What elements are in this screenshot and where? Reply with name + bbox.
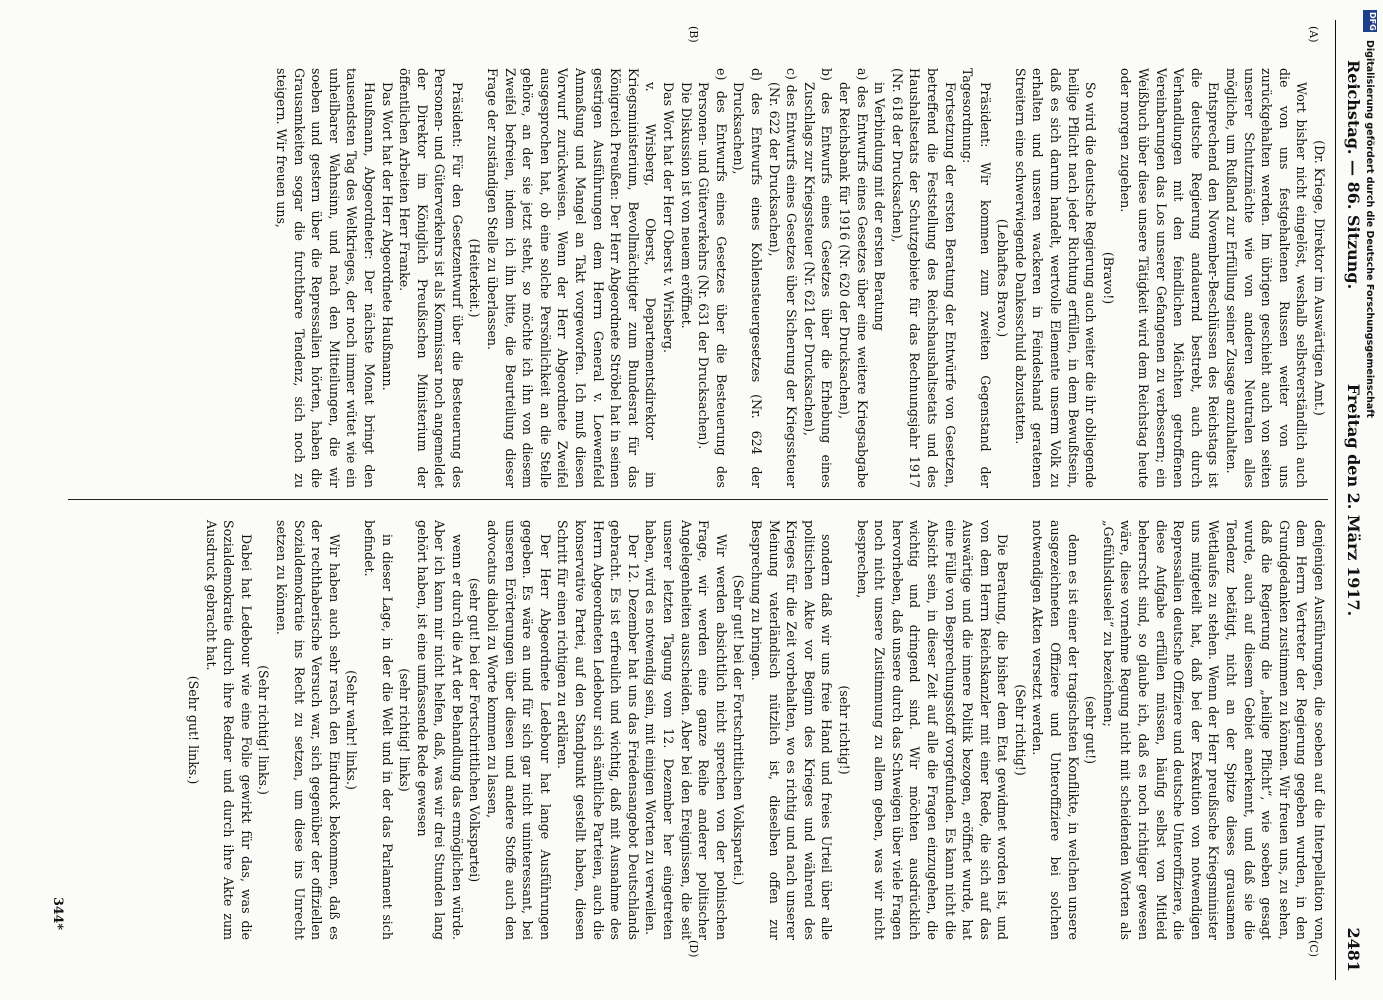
paragraph: Präsident: Für den Gesetzentwurf über die Besteuerung des Personen- und Güterverkehrs ist als Kommissar noch angemeldet der Direktor im Königlich Preußischen Ministerium der öffentlichen Arbeiten Herr Franke. [397, 68, 465, 488]
paragraph: (Sehr richtig! links.) [256, 665, 272, 795]
paragraph: Haußmann, Abgeordneter: Der nächste Monat bringt den tausendsten Tag des Weltkrieges, der noch immer wütet wie ein unheilbarer Wahnsinn, und nach den Mitteilungen, die wir soeben und gestern über die Repressalien hörten, haben die Grausamkeiten sogar die furchtbare Tendenz, sich noch zu steigern. Wir freuen uns, [273, 68, 377, 488]
column-divider [68, 499, 1328, 500]
paragraph: (Lebhaftes Bravo.) [995, 218, 1011, 338]
paragraph: Präsident: Wir kommen zum zweiten Gegenstand der Tagesordnung: [960, 68, 993, 488]
paragraph: in dieser Lage, in der die Welt und in der das Parlament sich befindet. [361, 520, 395, 940]
page-header [1335, 20, 1362, 980]
paragraph: So wird die deutsche Regierung auch weiter die ihr obliegende heilige Pflicht nach jeder Richtung erfüllen, in dem Bewußtsein, daß es sich darum handelt, wertvolle Elemente unserm Volk zu erhalten und unseren wackeren in Feindeshand geratenen Streitern eine schwerwiegende Dankesschuld abzustatten. [1012, 68, 1099, 488]
margin-letter-d: (D) [687, 940, 700, 958]
paragraph: Der Herr Abgeordnete Ledebour hat lange Ausführungen gegeben. Es wäre an und für sich gar nicht uninteressant, bei unseren Erörterungen über diesen und andere Stoffe auch den advocatus diaboli zu Worte kommen zu lassen, [485, 520, 553, 940]
paragraph: (Bravo!) [1100, 251, 1116, 305]
paragraph: (sehr richtig!) [836, 685, 852, 775]
paragraph: (Sehr gut! bei der Fortschrittlichen Volkspartei.) [731, 574, 747, 886]
paragraph: d) des Entwurfs eines Kohlensteuergesetzes (Nr. 624 der Drucksachen), [731, 68, 764, 488]
paragraph: a) des Entwurfs eines Gesetzes über eine weitere Kriegsabgabe der Reichsbank für 1916 (Nr. 620 der Drucksachen), [836, 68, 870, 488]
paragraph: (sehr gut! bei der Fortschrittlichen Volkspartei) [467, 577, 483, 883]
column-right [184, 520, 1328, 940]
paragraph: Fortsetzung der ersten Beratung der Entwürfe von Gesetzen, betreffend die Feststellung des Reichshaushaltsetats und des Haushaltsetats der Schutzgebiete für das Rechnungsjahr 1917 (Nr. 618 der Drucksachen), [889, 68, 958, 488]
dfg-logo: DFG [1363, 10, 1377, 32]
margin-letter-b: (B) [687, 26, 700, 43]
paragraph: b) des Entwurfs eines Gesetzes über die Erhebung eines Zuschlags zur Kriegssteuer (Nr. 621 der Drucksachen), [801, 68, 835, 488]
paragraph: in Verbindung mit der ersten Beratung [872, 82, 888, 331]
paragraph: c) des Entwurfs eines Gesetzes über Sicherung der Kriegssteuer (Nr. 622 der Drucksachen), [766, 68, 800, 488]
header-left: Reichstag. — 86. Sitzung. [1344, 60, 1363, 290]
paragraph: Wir haben auch sehr rasch den Eindruck bekommen, daß es der rechthaberische Versuch war, sich gegenüber der offiziellen Sozialdemokratie ins Recht zu setzen, um diese ins Unrecht setzen zu können. [273, 520, 342, 940]
column-left [272, 68, 1328, 488]
paragraph: sondern daß wir uns freie Hand und freies Urteil über alle politischen Akte vor Beginn des Krieges und während des Krieges für die Zeit vorbehalten, wo es richtig und nach unserer Meinung vaterländisch nützlich ist, dieselben offen zur Besprechung zu bringen. [749, 520, 835, 940]
paragraph: Der 12. Dezember hat uns das Friedensangebot Deutschlands gebracht. Es ist erfreulich und wichtig, daß mit Ausnahme des Herrn Abgeordneten Ledebour sich sämtliche Parteien, auch die konservative Partei, auf den Standpunkt gestellt haben, diesen Schritt für einen richtigen zu erklären. [555, 520, 641, 940]
paragraph: Die Beratung, die bisher dem Etat gewidmet worden ist, und von dem Herrn Reichskanzler mit einer Rede, die sich auf das Auswärtige und die innere Politik bezogen, eröffnet wurde, hat eine Fülle von Besprechungsstoff vorgefunden. Es kann nicht die Absicht sein, in dieser Zeit auf alle die Fragen einzugehen, die wichtig und dringend sind. Wir möchten ausdrücklich hervorheben, daß unsere durch das Schweigen über viele Fragen noch nicht unsere Zustimmung zu allem geben, was wir nicht besprechen, [854, 520, 1011, 940]
paragraph: e) des Entwurfs eines Gesetzes über die Besteuerung des Personen- und Güterverkehrs (Nr. 631 der Drucksachen). [696, 68, 729, 488]
paragraph: (sehr richtig! links) [397, 668, 413, 792]
paragraph: Wir werden absichtlich nicht sprechen von der polnischen Frage, wir werden eine ganze Reihe anderer politischer Angelegenheiten ausscheiden. Aber bei den Ereignissen, die seit unserer letzten Tagung vom 12. Dezember her eingetreten haben, wird es notwendig sein, mit einigen Worten zu verweilen. [643, 520, 729, 940]
margin-letter-c: (C) [1307, 940, 1320, 957]
paragraph: Entsprechend den November-Beschlüssen des Reichstags ist die deutsche Regierung andauernd bestrebt, auch durch Verhandlungen mit den feindlichen Mächten getroffenen Vereinbarungen das Los unserer Gefangenen zu verbessern; ein Weißbuch über diese unsere Tätigkeit wird dem Reichstag heute oder morgen zugehen. [1118, 68, 1222, 488]
paragraph: Die Diskussion ist von neuem eröffnet. [678, 82, 694, 329]
page-number: 2481 [1344, 927, 1363, 972]
dfg-sidebar [1363, 10, 1377, 990]
paragraph: (Dr. Kriege, Direktor im Auswärtigen Amt.) [1312, 140, 1327, 416]
paragraph: (Heiterkeit.) [467, 238, 483, 318]
paragraph: (Sehr wahr! links.) [344, 670, 360, 790]
paragraph: (sehr gut!) [1083, 695, 1099, 765]
funding-notice: Digitalisierung gefördert durch die Deutsche Forschungsgemeinschaft [1364, 40, 1375, 418]
margin-letter-a: (A) [1307, 26, 1320, 43]
paragraph: Wort bisher nicht eingelöst, weshalb selbstverständlich auch die von uns festgehaltenen Russen weiter von uns zurückgehalten werden. Im übrigen geschieht auch von seiten unserer Schutzmächte wie von anderen Neutralen alles mögliche, um Rußland zur Erfüllung seiner Zusage anzuhalten. [1224, 68, 1310, 488]
paragraph: wenn er durch die Art der Behandlung das ermöglichen würde. Aber ich kann mir nicht helfen, daß, was wir drei Stunden lang gehört haben, ist eine umfassende Rede gewesen [414, 520, 465, 940]
paragraph: (Sehr richtig!) [1012, 684, 1028, 776]
paragraph: Dabei hat Ledebour wie eine Folie gewirkt für das, was die Sozialdemokratie durch ihre Redner und durch ihre Akte zum Ausdruck gebracht hat. [203, 520, 254, 940]
paragraph: Das Wort hat der Herr Abgeordnete Haußmann. [379, 82, 395, 391]
paragraph: denjenigen Ausführungen, die soeben auf die Interpellation von dem Herrn Vertreter der Regierung gegeben wurden, in den Grundgedanken zustimmen zu können. Wir freuen uns, zu sehen, daß die Regierung die „heilige Pflicht“, wie soeben gesagt wurde, auch auf diesem Gebiet anerkennt, und daß sie die Tendenz betätigt, nicht an der Spitze dieses grausamen Wettlaufes zu stehen. Wenn der Herr preußische Kriegsminister uns mitgeteilt hat, daß bei der Exekution von notwendigen Repressalien deutsche Offiziere und deutsche Unteroffiziere, die diese Aufgabe erfüllen müssen, häufig selbst von Mitleid beherrscht sind, so glaube ich, daß es noch richtiger gewesen wäre, diese vornehme Regung nicht mit scheidenden Worten als „Gefühlsduselei“ zu bezeichnen; [1100, 520, 1327, 940]
rotated-document-page [42, 20, 1362, 980]
paragraph: (Sehr gut! links.) [186, 675, 201, 785]
header-date: Freitag den 2. März 1917. [1344, 383, 1363, 617]
paragraph: denn es ist einer der tragischsten Konflikte, in welchen unsere ausgezeichneten Offiziere und Unteroffiziere bei solchen notwendigen Akten versetzt werden. [1030, 520, 1081, 940]
signature-mark: 344* [51, 897, 66, 930]
paragraph: v. Wrisberg, Oberst, Departementsdirektor im Kriegsministerium, Bevollmächtigter zum Bundesrat für das Königreich Preußen: Der Herr Abgeordnete Ströbel hat in seinen gestrigen Ausführungen dem Herrn General v. Loewenfeld Anmaßung und Mangel an Takt vorgeworfen. Ich muß diesen Vorwurf zurückweisen. Wenn der Herr Abgeordnete Zweifel ausgesprochen hat, ob eine solche Persönlichkeit an die Stelle gehöre, an der sie jetzt steht, so möchte ich ihn von diesem Zweifel befreien, indem ich ihn bitte, die Beurteilung dieser Frage der zuständigen Stelle zu überlassen. [485, 68, 659, 488]
paragraph: Das Wort hat der Herr Oberst v. Wrisberg. [661, 82, 677, 354]
